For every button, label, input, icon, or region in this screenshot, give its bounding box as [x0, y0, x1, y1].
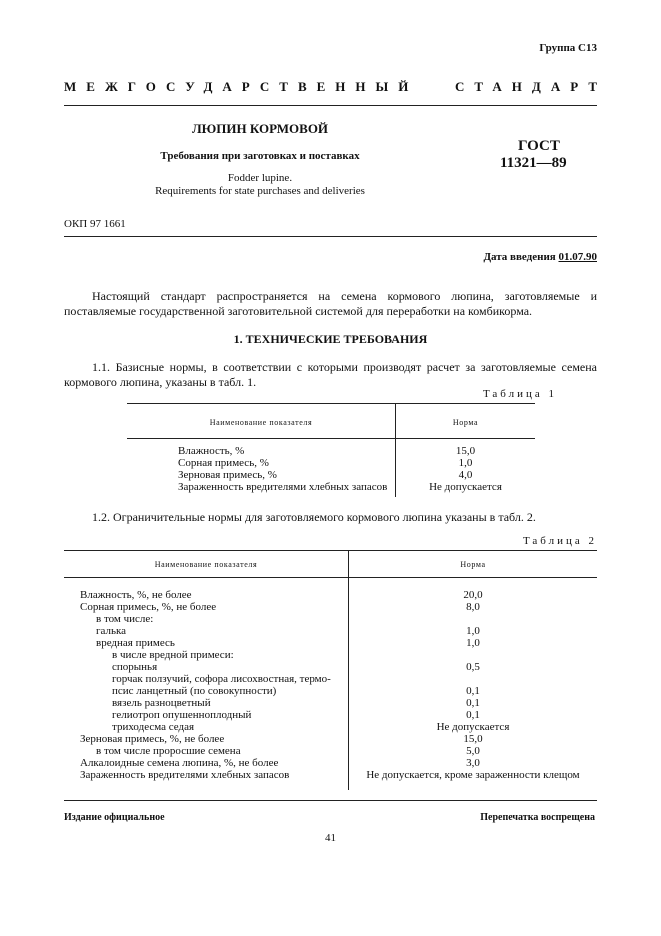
table2-cell-value: 8,0	[466, 601, 480, 613]
table-row	[0, 709, 661, 721]
table2-header-rule	[64, 577, 597, 578]
intro-date-label: Дата введения	[483, 251, 556, 263]
table-row	[0, 673, 661, 685]
table-row	[0, 649, 661, 661]
table-row	[0, 445, 661, 457]
table2-header-norm: Норма	[460, 560, 486, 569]
table2-cell-value: 20,0	[463, 589, 483, 601]
table2-cell-name: вредная примесь	[96, 637, 175, 649]
table2-cell-name: триходесма седая	[112, 721, 195, 733]
table2-cell-name: спорынья	[112, 661, 158, 673]
intro-paragraph: Настоящий стандарт распространяется на семена кормового люпина, заготовляемые и поставляемые государственной заготовительной системой для переработки на комбикорма.	[64, 289, 597, 318]
table2-cell-name: Зараженность вредителями хлебных запасов	[80, 769, 290, 781]
table2-body	[0, 589, 661, 781]
table-row	[0, 745, 661, 757]
table1-header-name: Наименование показателя	[209, 418, 313, 427]
table2-cell-value: Не допускается	[436, 721, 510, 733]
table2-cell-name: Алкалоидные семена люпина, %, не более	[80, 757, 279, 769]
table-row	[0, 601, 661, 613]
page-number: 41	[325, 832, 336, 844]
table-row	[0, 613, 661, 625]
gost-label: ГОСТ	[518, 138, 560, 154]
table-row	[0, 733, 661, 745]
table1-cell-value: 4,0	[458, 469, 473, 481]
okp-rule	[64, 236, 597, 237]
table2-cell-name: псис ланцетный (по совокупности)	[112, 685, 277, 697]
table2-caption: Таблица 2	[522, 535, 597, 547]
banner-left: МЕЖГОСУДАРСТВЕННЫЙ	[64, 79, 419, 94]
group-label: Группа С13	[539, 42, 597, 54]
banner-right: СТАНДАРТ	[454, 79, 607, 94]
table2-cell-value: 0,1	[466, 685, 480, 697]
table-row	[0, 457, 661, 469]
table2-cell-value: Не допускается, кроме зараженности клещом	[366, 769, 580, 781]
table-row	[0, 661, 661, 673]
reprint-note: Перепечатка воспрещена	[480, 812, 595, 823]
footer-rule	[64, 800, 597, 801]
table2-cell-value: 0,5	[466, 661, 480, 673]
table-row	[0, 625, 661, 637]
table1-cell-name: Зерновая примесь, %	[178, 469, 277, 481]
document-subtitle: Требования при заготовках и поставках	[160, 150, 360, 162]
table2-header-name: Наименование показателя	[154, 560, 258, 569]
intro-date-value: 01.07.90	[558, 251, 597, 263]
table-row	[0, 637, 661, 649]
table2-cell-name: галька	[96, 625, 127, 637]
table-row	[0, 769, 661, 781]
table2-cell-name: вязель разноцветный	[112, 697, 211, 709]
table1-top-rule	[127, 403, 535, 404]
paragraph-1-2: 1.2. Ограничительные нормы для заготовляемого кормового люпина указаны в табл. 2.	[92, 510, 536, 524]
table2-cell-value: 3,0	[466, 757, 480, 769]
english-title: Fodder lupine.	[227, 172, 293, 184]
table2-cell-name: в том числе:	[96, 613, 154, 625]
standard-banner	[64, 79, 607, 95]
intro-date	[483, 251, 597, 263]
table1-cell-value: Не допускается	[429, 481, 502, 493]
table2-cell-value: 0,1	[466, 697, 480, 709]
table2-cell-name: гелиотроп опушенноплодный	[112, 709, 252, 721]
table1-cell-value: 1,0	[458, 457, 473, 469]
table1-cell-value: 15,0	[455, 445, 476, 457]
table-row	[0, 469, 661, 481]
table1-cell-name: Зараженность вредителями хлебных запасов	[178, 481, 388, 493]
table2-cell-name: Зерновая примесь, %, не более	[80, 733, 225, 745]
section-title: 1. ТЕХНИЧЕСКИЕ ТРЕБОВАНИЯ	[233, 332, 428, 346]
table-row	[0, 721, 661, 733]
english-subtitle: Requirements for state purchases and deliveries	[155, 185, 365, 197]
table1-header-rule	[127, 438, 535, 439]
table-row	[0, 757, 661, 769]
table2-cell-value: 15,0	[463, 733, 483, 745]
table2-cell-name: горчак ползучий, софора лисохвостная, термо-	[112, 673, 331, 685]
table-row	[0, 589, 661, 601]
table2-top-rule	[64, 550, 597, 551]
document-title: ЛЮПИН КОРМОВОЙ	[191, 121, 329, 136]
table2-cell-name: Влажность, %, не более	[80, 589, 192, 601]
table-row	[0, 697, 661, 709]
table1-cell-name: Влажность, %	[178, 445, 245, 457]
table2-cell-value: 0,1	[466, 709, 480, 721]
table1-cell-name: Сорная примесь, %	[178, 457, 269, 469]
table2-cell-value: 1,0	[466, 625, 480, 637]
edition-note: Издание официальное	[64, 812, 165, 823]
table-row	[0, 481, 661, 493]
top-rule	[64, 105, 597, 106]
table2-cell-value: 1,0	[466, 637, 480, 649]
table1-body	[0, 445, 661, 493]
table2-cell-name: в числе вредной примеси:	[112, 649, 234, 661]
table2-cell-name: Сорная примесь, %, не более	[80, 601, 217, 613]
table1-caption: Таблица 1	[482, 388, 557, 400]
table1-header-norm: Норма	[452, 418, 479, 427]
paragraph-1-1: 1.1. Базисные нормы, в соответствии с которыми производят расчет за заготовляемые семена кормового люпина, указаны в табл. 1.	[64, 360, 597, 389]
table2-cell-value: 5,0	[466, 745, 480, 757]
table2-cell-name: в том числе проросшие семена	[96, 745, 241, 757]
okp-code: ОКП 97 1661	[64, 218, 126, 230]
table-row	[0, 685, 661, 697]
gost-number: 11321—89	[500, 155, 567, 171]
